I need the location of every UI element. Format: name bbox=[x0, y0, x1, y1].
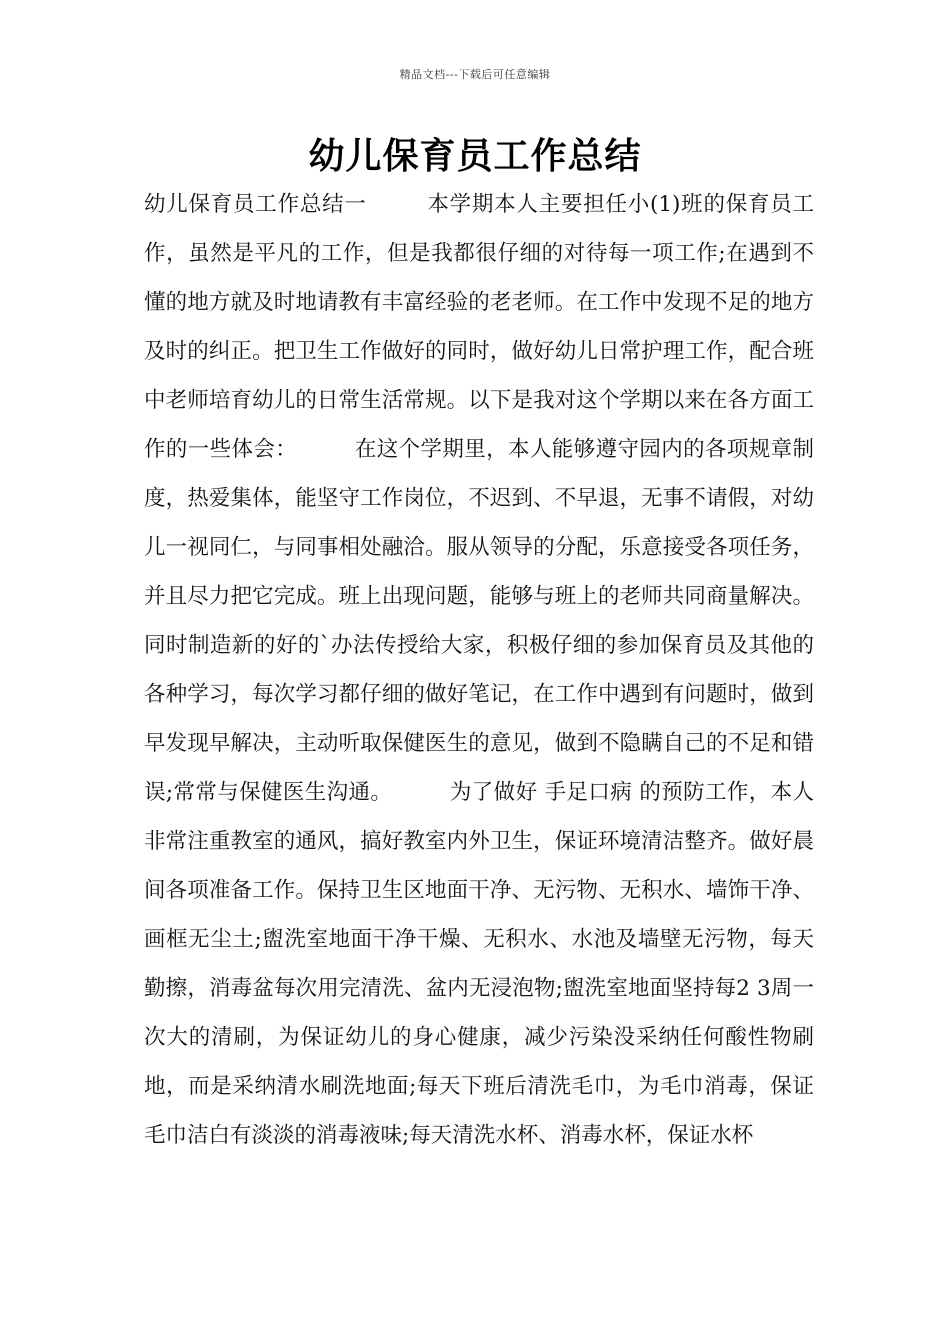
body-text: 幼儿保育员工作总结一 本学期本人主要担任小(1)班的保育员工作，虽然是平凡的工作，但是我都很仔细的对待每一项工作;在遇到不懂的地方就及时地请教有丰富经验的老老师。在工作中发现不足的地方及时的纠正。把卫生工作做好的同时，做好幼儿日常护理工作，配合班中老师培育幼儿的日常生活常规。以下是我对这个学期以来在各方面工作的一些体会： 在这个学期里，本人能够遵守园内的各项规章制度，热爱集体，能坚守工作岗位，不迟到、不早退，无事不请假，对幼儿一视同仁，与同事相处融洽。服从领导的分配，乐意接受各项任务，并且尽力把它完成。班上出现问题，能够与班上的老师共同商量解决。同时制造新的好的`办法传授给大家，积极仔细的参加保育员及其他的各种学习，每次学习都仔细的做好笔记，在工作中遇到有问题时，做到早发现早解决，主动听取保健医生的意见，做到不隐瞒自己的不足和错误;常常与保健医生沟通。 为了做好 手足口病 的预防工作，本人非常注重教室的通风，搞好教室内外卫生，保证环境清洁整齐。做好晨间各项准备工作。保持卫生区地面干净、无污物、无积水、墙饰干净、画框无尘土;盥洗室地面干净干燥、无积水、水池及墙壁无污物，每天勤擦，消毒盆每次用完清洗、盆内无浸泡物;盥洗室地面坚持每2 3周一次大的清刷，为保证幼儿的身心健康，减少污染没采纳任何酸性物刷地，而是采纳清水刷洗地面;每天下班后清洗毛巾，为毛巾消毒，保证毛巾洁白有淡淡的消毒液味;每天清洗水杯、消毒水杯，保证水杯 bbox=[144, 192, 814, 1148]
header-note: 精品文档---下载后可任意编辑 bbox=[399, 68, 551, 81]
page-title: 幼儿保育员工作总结 bbox=[308, 136, 642, 177]
